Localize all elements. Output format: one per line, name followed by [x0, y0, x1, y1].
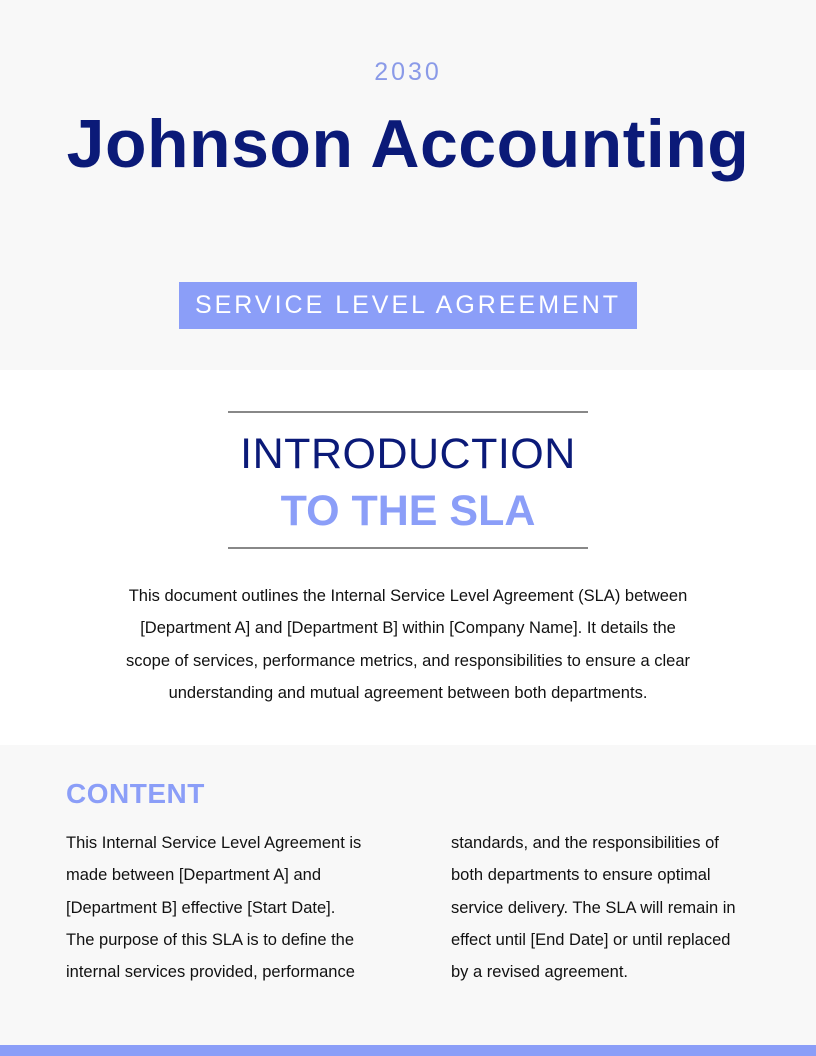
- footer-accent-bar: [0, 1045, 816, 1056]
- content-line: This Internal Service Level Agreement is: [66, 834, 362, 852]
- intro-title: INTRODUCTION: [240, 430, 576, 478]
- content-heading: CONTENT: [66, 778, 205, 809]
- content-line: service delivery. The SLA will remain in: [451, 898, 736, 917]
- document-year: 2030: [374, 58, 442, 86]
- content-line: The purpose of this SLA is to define the: [66, 930, 355, 949]
- content-line: both departments to ensure optimal: [451, 866, 711, 885]
- content-line: effect until [End Date] or until replaced: [451, 930, 731, 949]
- intro-line: [Department A] and [Department B] within [Company Name]. It details the: [140, 619, 676, 638]
- intro-paragraph: [108, 580, 708, 709]
- content-line: standards, and the responsibilities of: [451, 834, 719, 852]
- content-left-column: [66, 827, 396, 988]
- content-line: by a revised agreement.: [451, 963, 629, 982]
- intro-line: This document outlines the Internal Service Level Agreement (SLA) between: [128, 587, 688, 605]
- company-name: Johnson Accounting: [66, 106, 750, 182]
- intro-top-divider: [228, 411, 588, 413]
- intro-bottom-divider: [228, 547, 588, 549]
- intro-subtitle: TO THE SLA: [280, 487, 536, 535]
- content-right-column: [451, 827, 781, 988]
- content-line: internal services provided, performance: [66, 963, 355, 982]
- content-line: made between [Department A] and: [66, 866, 321, 885]
- content-line: [Department B] effective [Start Date].: [66, 898, 336, 917]
- intro-line: understanding and mutual agreement between both departments.: [168, 683, 648, 702]
- intro-line: scope of services, performance metrics, and responsibilities to ensure a clear: [125, 651, 690, 670]
- document-type-banner: SERVICE LEVEL AGREEMENT: [179, 282, 637, 329]
